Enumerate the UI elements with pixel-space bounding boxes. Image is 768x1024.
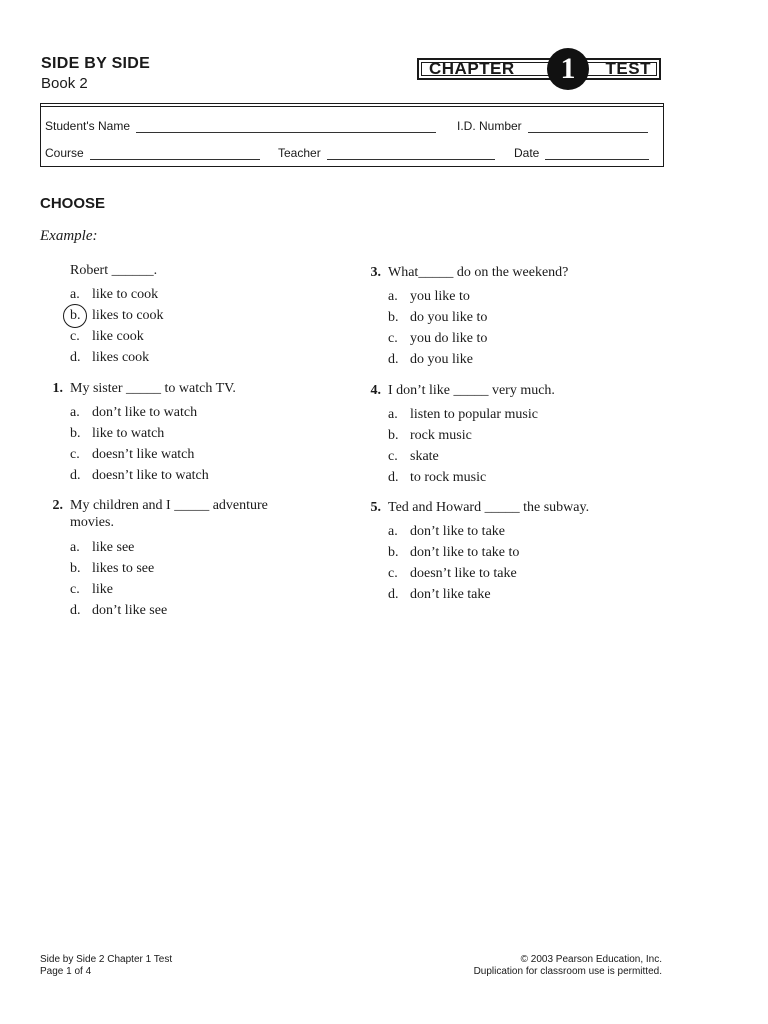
answer-option[interactable]: c. like (70, 582, 113, 597)
selected-answer-circle (63, 304, 87, 328)
question-number: 5. (370, 500, 381, 515)
question-number: 1. (52, 381, 63, 396)
answer-option[interactable]: d. don’t like take (388, 587, 491, 602)
series-title: SIDE BY SIDE (41, 55, 151, 72)
course-line[interactable] (90, 147, 260, 160)
footer-test-title: Side by Side 2 Chapter 1 Test (40, 954, 173, 965)
answer-option[interactable]: b. rock music (388, 428, 472, 443)
student-info-box (40, 103, 664, 167)
answer-option[interactable]: b. do you like to (388, 310, 488, 325)
id-number-label: I.D. Number (457, 119, 522, 133)
footer-copyright: © 2003 Pearson Education, Inc. (520, 954, 662, 965)
section-heading: CHOOSE (40, 195, 106, 212)
footer-page-number: Page 1 of 4 (40, 966, 92, 977)
question-stem: What_____ do on the weekend? (388, 265, 569, 280)
answer-option[interactable]: d. to rock music (388, 470, 487, 485)
question-number: 3. (370, 265, 381, 280)
example-question (43, 262, 343, 372)
answer-option[interactable]: a. like see (70, 540, 135, 555)
student-name-line[interactable] (136, 120, 436, 133)
example-label: Example: (40, 228, 98, 244)
footer-left (40, 954, 172, 978)
question-4 (361, 382, 681, 487)
answer-option[interactable]: d. do you like (388, 352, 473, 367)
question-1 (43, 380, 343, 485)
answer-option[interactable]: d. doesn’t like to watch (70, 468, 209, 483)
course-field[interactable] (45, 146, 260, 160)
chapter-word: CHAPTER (429, 59, 515, 78)
answer-option[interactable]: a. you like to (388, 289, 470, 304)
answer-option[interactable]: c. like cook (70, 329, 144, 344)
question-number: 2. (52, 498, 63, 513)
answer-option-selected[interactable]: b. likes to cook (70, 307, 164, 324)
answer-option[interactable]: a. listen to popular music (388, 407, 538, 422)
answer-option[interactable]: d. likes cook (70, 350, 150, 365)
question-stem: I don’t like _____ very much. (388, 383, 555, 398)
question-number: 4. (370, 383, 381, 398)
answer-option[interactable]: b. likes to see (70, 561, 155, 576)
answer-option[interactable]: a. like to cook (70, 287, 159, 302)
teacher-line[interactable] (327, 147, 495, 160)
teacher-field[interactable] (278, 146, 495, 160)
course-label: Course (45, 146, 84, 160)
answer-option[interactable]: c. doesn’t like to take (388, 566, 517, 581)
answer-option[interactable]: b. don’t like to take to (388, 545, 520, 560)
question-stem: Ted and Howard _____ the subway. (388, 500, 590, 515)
student-name-label: Student's Name (45, 119, 131, 133)
question-stem: My sister _____ to watch TV. (70, 381, 236, 396)
teacher-label: Teacher (278, 146, 321, 160)
question-5 (361, 499, 681, 604)
chapter-test-banner (417, 52, 661, 85)
id-number-field[interactable] (457, 119, 648, 133)
date-field[interactable] (514, 146, 649, 160)
question-3 (361, 264, 681, 374)
answer-option[interactable]: a. don’t like to take (388, 524, 505, 539)
answer-option[interactable]: a. don’t like to watch (70, 405, 198, 420)
answer-option[interactable]: c. you do like to (388, 331, 488, 346)
answer-option[interactable]: c. skate (388, 449, 439, 464)
answer-option[interactable]: c. doesn’t like watch (70, 447, 195, 462)
chapter-number-badge: 1 (547, 48, 589, 90)
question-stem-line-2: movies. (70, 515, 114, 530)
test-word: TEST (605, 59, 651, 78)
book-label: Book 2 (41, 75, 88, 92)
footer-right (474, 954, 662, 978)
answer-option[interactable]: d. don’t like see (70, 603, 168, 618)
question-stem: Robert ______. (70, 263, 158, 278)
date-label: Date (514, 146, 540, 160)
date-line[interactable] (545, 147, 649, 160)
question-2 (43, 497, 343, 622)
id-number-line[interactable] (528, 120, 648, 133)
question-stem-line-1: My children and I _____ adventure (70, 498, 268, 513)
footer-duplication-notice: Duplication for classroom use is permitted. (473, 966, 662, 977)
student-name-field[interactable] (45, 119, 436, 133)
answer-option[interactable]: b. like to watch (70, 426, 165, 441)
